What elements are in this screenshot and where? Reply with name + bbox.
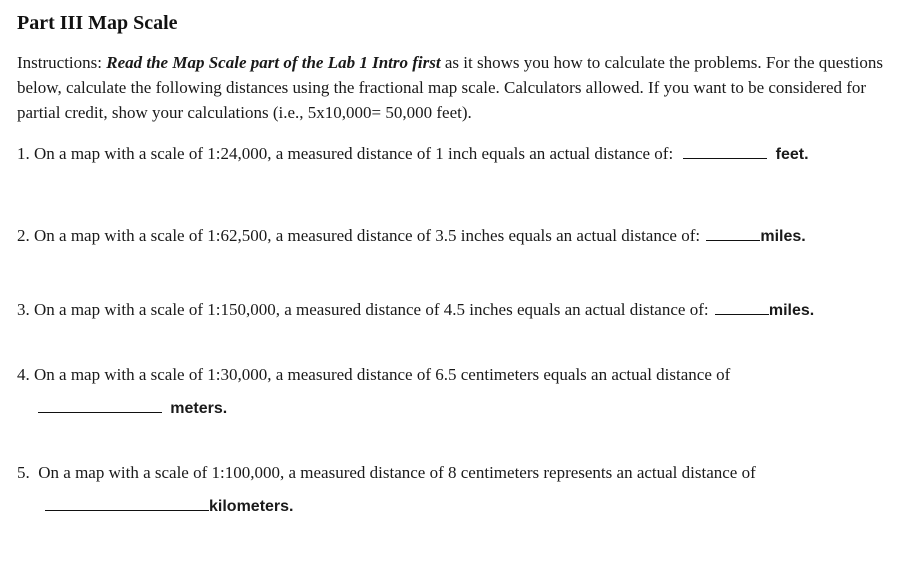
question-1 <box>17 143 897 166</box>
answer-blank[interactable] <box>38 397 162 413</box>
question-text: On a map with a scale of 1:24,000, a measured distance of 1 inch equals an actual distance of: <box>34 144 674 163</box>
answer-blank[interactable] <box>45 495 209 511</box>
instructions-prefix: Instructions: <box>17 53 107 72</box>
answer-unit: miles. <box>768 302 815 319</box>
question-number: 2. <box>17 226 30 245</box>
answer-blank[interactable] <box>706 225 760 241</box>
question-text: On a map with a scale of 1:100,000, a measured distance of 8 centimeters represents an actual distance of <box>38 463 756 482</box>
question-2 <box>17 225 897 248</box>
question-5-answer-line <box>45 495 293 516</box>
instructions-body: as it shows you how to calculate the problems. For the questions below, calculate the following distances using the fractional map scale. Calculators allowed. If you want to be considered for partial credit, show your calculations (i.e., 5x10,000= 50,000 feet). <box>17 53 884 122</box>
question-number: 3. <box>17 300 30 319</box>
question-number: 5. <box>17 463 30 482</box>
answer-unit: feet. <box>775 146 809 163</box>
question-4-answer-line <box>38 397 227 418</box>
question-number: 4. <box>17 365 30 384</box>
question-4 <box>17 364 897 386</box>
section-title: Part III Map Scale <box>17 12 178 34</box>
answer-blank[interactable] <box>683 143 767 159</box>
answer-unit: miles. <box>760 228 806 245</box>
answer-unit: kilometers. <box>209 498 294 515</box>
question-3 <box>17 299 897 322</box>
question-number: 1. <box>17 144 30 163</box>
question-5 <box>17 462 897 484</box>
answer-blank[interactable] <box>715 299 769 315</box>
question-text: On a map with a scale of 1:62,500, a measured distance of 3.5 inches equals an actual distance of: <box>34 226 701 245</box>
question-text: On a map with a scale of 1:30,000, a measured distance of 6.5 centimeters equals an actual distance of <box>34 365 731 384</box>
instructions-paragraph <box>17 50 897 125</box>
instructions-emphasis: Read the Map Scale part of the Lab 1 Intro first <box>106 53 441 72</box>
question-text: On a map with a scale of 1:150,000, a measured distance of 4.5 inches equals an actual distance of: <box>34 300 709 319</box>
answer-unit: meters. <box>170 400 228 417</box>
